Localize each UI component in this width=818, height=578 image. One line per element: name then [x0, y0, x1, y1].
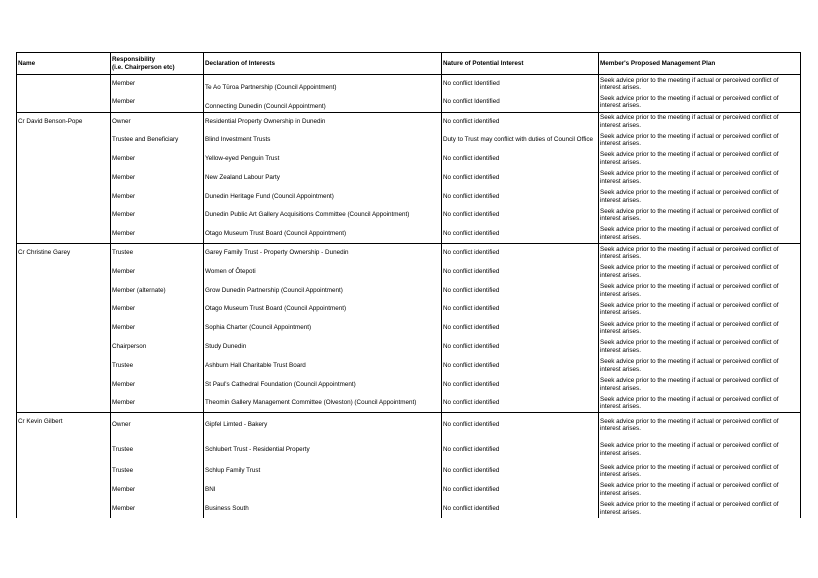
row-plan: Seek advice prior to the meeting if actual or perceived conflict of interest arises.	[599, 150, 801, 169]
row-nature: No conflict identified	[442, 150, 599, 169]
row-declaration: Study Dunedin	[204, 338, 442, 357]
row-nature: No conflict identified	[442, 319, 599, 338]
table-row	[17, 206, 801, 225]
row-responsibility: Member	[111, 394, 204, 413]
row-plan: Seek advice prior to the meeting if actual or perceived conflict of interest arises.	[599, 499, 801, 518]
table-body	[17, 75, 801, 519]
row-name	[17, 300, 111, 319]
row-responsibility: Member	[111, 375, 204, 394]
table-row	[17, 375, 801, 394]
row-responsibility: Trustee	[111, 462, 204, 481]
table-row	[17, 262, 801, 281]
row-declaration: Schlubert Trust - Residential Property	[204, 437, 442, 462]
row-nature: No conflict identified	[442, 281, 599, 300]
row-name	[17, 356, 111, 375]
row-name	[17, 262, 111, 281]
row-declaration: Residential Property Ownership in Dunedin	[204, 112, 442, 131]
table-row	[17, 356, 801, 375]
row-responsibility: Member	[111, 168, 204, 187]
row-nature: No conflict identified	[442, 225, 599, 244]
row-name	[17, 206, 111, 225]
table-row	[17, 131, 801, 150]
row-name	[17, 375, 111, 394]
row-responsibility: Member	[111, 300, 204, 319]
table-row	[17, 244, 801, 263]
row-plan: Seek advice prior to the meeting if actual or perceived conflict of interest arises.	[599, 375, 801, 394]
header-plan: Member's Proposed Management Plan	[599, 53, 801, 75]
row-declaration: Dunedin Public Art Gallery Acquisitions Committee (Council Appointment)	[204, 206, 442, 225]
row-nature: No conflict identified	[442, 187, 599, 206]
row-declaration: Grow Dunedin Partnership (Council Appointment)	[204, 281, 442, 300]
table-row	[17, 187, 801, 206]
row-declaration: St Paul's Cathedral Foundation (Council Appointment)	[204, 375, 442, 394]
row-responsibility: Member	[111, 499, 204, 518]
row-plan: Seek advice prior to the meeting if actual or perceived conflict of interest arises.	[599, 244, 801, 263]
row-plan: Seek advice prior to the meeting if actual or perceived conflict of interest arises.	[599, 481, 801, 500]
row-declaration: Schlup Family Trust	[204, 462, 442, 481]
row-plan: Seek advice prior to the meeting if actual or perceived conflict of interest arises.	[599, 93, 801, 112]
row-declaration: Connecting Dunedin (Council Appointment)	[204, 93, 442, 112]
row-nature: No conflict Identified	[442, 75, 599, 94]
row-nature: No conflict identified	[442, 112, 599, 131]
row-nature: No conflict identified	[442, 300, 599, 319]
row-name	[17, 281, 111, 300]
row-plan: Seek advice prior to the meeting if actual or perceived conflict of interest arises.	[599, 462, 801, 481]
row-name: Cr Kevin Gilbert	[17, 413, 111, 438]
table-row	[17, 112, 801, 131]
header-responsibility-line2: (i.e. Chairperson etc)	[112, 63, 175, 71]
row-responsibility: Member	[111, 150, 204, 169]
row-nature: No conflict identified	[442, 481, 599, 500]
row-name	[17, 437, 111, 462]
row-plan: Seek advice prior to the meeting if actual or perceived conflict of interest arises.	[599, 338, 801, 357]
row-declaration: Gipfel Limted - Bakery	[204, 413, 442, 438]
row-name	[17, 481, 111, 500]
row-nature: No conflict identified	[442, 244, 599, 263]
row-nature: No conflict identified	[442, 437, 599, 462]
row-plan: Seek advice prior to the meeting if actual or perceived conflict of interest arises.	[599, 300, 801, 319]
row-name	[17, 150, 111, 169]
row-nature: No conflict Identified	[442, 93, 599, 112]
table-row	[17, 338, 801, 357]
row-responsibility: Member	[111, 187, 204, 206]
header-nature: Nature of Potential Interest	[442, 53, 599, 75]
row-nature: No conflict identified	[442, 338, 599, 357]
header-name: Name	[17, 53, 111, 75]
row-declaration: BNI	[204, 481, 442, 500]
row-declaration: Te Ao Tūroa Partnership (Council Appointment)	[204, 75, 442, 94]
row-declaration: Blind Investment Trusts	[204, 131, 442, 150]
table-row	[17, 168, 801, 187]
row-name	[17, 394, 111, 413]
row-responsibility: Owner	[111, 112, 204, 131]
row-name	[17, 187, 111, 206]
row-name	[17, 462, 111, 481]
row-name: Cr David Benson-Pope	[17, 112, 111, 131]
table-row	[17, 300, 801, 319]
row-declaration: Sophia Charter (Council Appointment)	[204, 319, 442, 338]
row-nature: No conflict identified	[442, 499, 599, 518]
row-responsibility: Trustee	[111, 356, 204, 375]
table-row	[17, 93, 801, 112]
table-row	[17, 481, 801, 500]
row-nature: Duty to Trust may conflict with duties of Council Office	[442, 131, 599, 150]
table-row	[17, 499, 801, 518]
row-name	[17, 93, 111, 112]
row-name	[17, 75, 111, 94]
row-responsibility: Member	[111, 262, 204, 281]
row-responsibility: Trustee	[111, 437, 204, 462]
row-declaration: Ashburn Hall Charitable Trust Board	[204, 356, 442, 375]
table-row	[17, 281, 801, 300]
table-row	[17, 319, 801, 338]
row-nature: No conflict identified	[442, 413, 599, 438]
row-responsibility: Member (alternate)	[111, 281, 204, 300]
row-plan: Seek advice prior to the meeting if actual or perceived conflict of interest arises.	[599, 225, 801, 244]
row-declaration: Garey Family Trust - Property Ownership - Dunedin	[204, 244, 442, 263]
table-row	[17, 462, 801, 481]
table-row	[17, 75, 801, 94]
row-nature: No conflict identified	[442, 168, 599, 187]
row-responsibility: Member	[111, 225, 204, 244]
row-name	[17, 131, 111, 150]
row-plan: Seek advice prior to the meeting if actual or perceived conflict of interest arises.	[599, 187, 801, 206]
row-plan: Seek advice prior to the meeting if actual or perceived conflict of interest arises.	[599, 168, 801, 187]
row-nature: No conflict identified	[442, 394, 599, 413]
row-name	[17, 168, 111, 187]
table-row	[17, 394, 801, 413]
row-plan: Seek advice prior to the meeting if actual or perceived conflict of interest arises.	[599, 262, 801, 281]
row-responsibility: Member	[111, 206, 204, 225]
row-declaration: Otago Museum Trust Board (Council Appointment)	[204, 225, 442, 244]
table-row	[17, 413, 801, 438]
row-name	[17, 319, 111, 338]
row-plan: Seek advice prior to the meeting if actual or perceived conflict of interest arises.	[599, 413, 801, 438]
interests-register-table	[16, 52, 801, 518]
row-plan: Seek advice prior to the meeting if actual or perceived conflict of interest arises.	[599, 75, 801, 94]
row-responsibility: Member	[111, 481, 204, 500]
row-name: Cr Christine Garey	[17, 244, 111, 263]
table-row	[17, 225, 801, 244]
row-responsibility: Member	[111, 93, 204, 112]
header-responsibility	[111, 53, 204, 75]
row-plan: Seek advice prior to the meeting if actual or perceived conflict of interest arises.	[599, 394, 801, 413]
row-plan: Seek advice prior to the meeting if actual or perceived conflict of interest arises.	[599, 131, 801, 150]
row-nature: No conflict identified	[442, 356, 599, 375]
table-row	[17, 150, 801, 169]
row-plan: Seek advice prior to the meeting if actual or perceived conflict of interest arises.	[599, 437, 801, 462]
row-plan: Seek advice prior to the meeting if actual or perceived conflict of interest arises.	[599, 112, 801, 131]
row-plan: Seek advice prior to the meeting if actual or perceived conflict of interest arises.	[599, 206, 801, 225]
row-nature: No conflict identified	[442, 375, 599, 394]
row-name	[17, 338, 111, 357]
row-name	[17, 225, 111, 244]
row-name	[17, 499, 111, 518]
row-declaration: New Zealand Labour Party	[204, 168, 442, 187]
row-nature: No conflict identified	[442, 462, 599, 481]
row-responsibility: Trustee and Beneficiary	[111, 131, 204, 150]
row-declaration: Yellow-eyed Penguin Trust	[204, 150, 442, 169]
row-responsibility: Member	[111, 75, 204, 94]
row-declaration: Dunedin Heritage Fund (Council Appointment)	[204, 187, 442, 206]
row-declaration: Otago Museum Trust Board (Council Appointment)	[204, 300, 442, 319]
row-responsibility: Owner	[111, 413, 204, 438]
row-responsibility: Chairperson	[111, 338, 204, 357]
row-declaration: Business South	[204, 499, 442, 518]
row-nature: No conflict identified	[442, 206, 599, 225]
row-nature: No conflict identified	[442, 262, 599, 281]
row-plan: Seek advice prior to the meeting if actual or perceived conflict of interest arises.	[599, 319, 801, 338]
header-declaration: Declaration of Interests	[204, 53, 442, 75]
header-row	[17, 53, 801, 75]
table-row	[17, 437, 801, 462]
row-plan: Seek advice prior to the meeting if actual or perceived conflict of interest arises.	[599, 356, 801, 375]
row-declaration: Theomin Gallery Management Committee (Olveston) (Council Appointment)	[204, 394, 442, 413]
row-plan: Seek advice prior to the meeting if actual or perceived conflict of interest arises.	[599, 281, 801, 300]
interests-register-sheet	[16, 52, 800, 518]
row-responsibility: Member	[111, 319, 204, 338]
row-responsibility: Trustee	[111, 244, 204, 263]
header-responsibility-line1: Responsibility	[112, 55, 156, 63]
row-declaration: Women of Ōtepoti	[204, 262, 442, 281]
